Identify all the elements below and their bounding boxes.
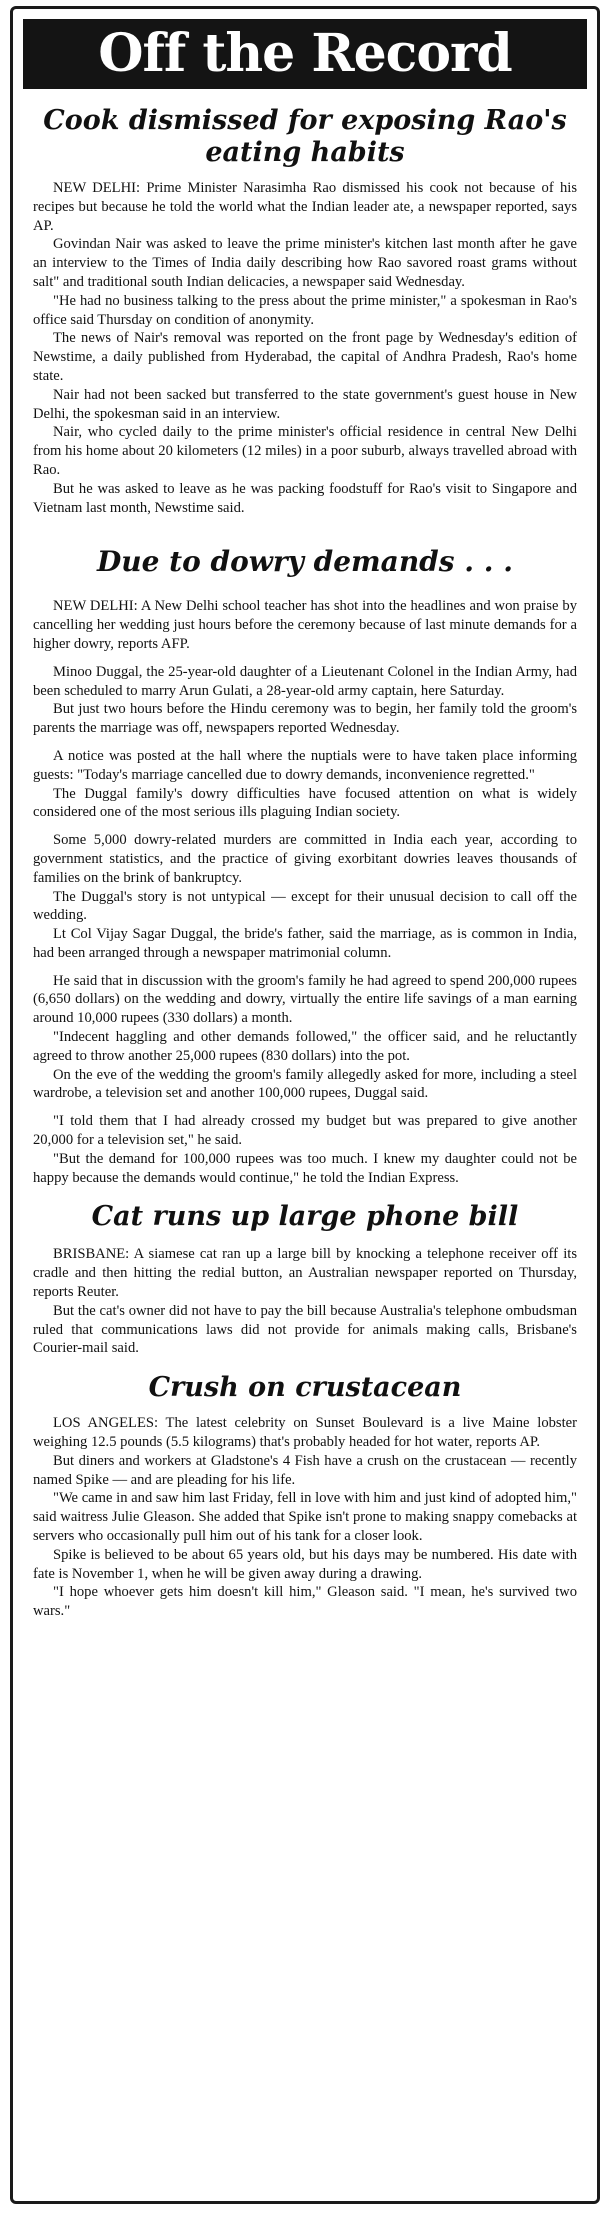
story-paragraph: But just two hours before the Hindu ceremony was to begin, her family told the groom's parents the marriage was off, newspapers reported Wednesday. [33, 701, 577, 737]
story-paragraph: A notice was posted at the hall where the nuptials were to have taken place informing guests: "Today's marriage cancelled due to dowry demands, inconvenience regretted." [33, 747, 577, 783]
story-paragraph: Govindan Nair was asked to leave the prime minister's kitchen last month after he gave an interview to the Times of India daily describing how Rao savored roast grams without salt" and traditional south Indian delicacies, a newspaper said Wednesday. [33, 236, 577, 290]
story-headline: Crush on crustacean [148, 1372, 462, 1404]
story-paragraph: "Indecent haggling and other demands followed," the officer said, and he reluctantly agreed to throw another 25,000 rupees (830 dollars) into the pot. [33, 1029, 577, 1064]
story-paragraph: The news of Nair's removal was reported on the front page by Wednesday's edition of Newstime, a daily published from Hyderabad, the capital of Andhra Pradesh, Rao's home state. [33, 330, 577, 384]
story-paragraph: Minoo Duggal, the 25-year-old daughter of a Lieutenant Colonel in the Indian Army, had been scheduled to marry Arun Gulati, a 28-year-old army captain, here Saturday. [33, 663, 577, 699]
story-paragraph: "I told them that I had already crossed my budget but was prepared to give another 20,000 for a television set," he said. [33, 1113, 577, 1149]
story-paragraph: The Duggal family's dowry difficulties have focused attention on what is widely considered one of the most serious ills plaguing Indian society. [33, 785, 577, 821]
story-paragraph: The Duggal's story is not untypical — except for their unusual decision to call off the wedding. [33, 888, 577, 924]
story-paragraph: BRISBANE: A siamese cat ran up a large bill by knocking a telephone receiver off its cradle and then hitting the redial button, an Australian newspaper reported on Thursday, reports Reuter. [33, 1246, 577, 1301]
story-paragraph: Nair, who cycled daily to the prime minister's official residence in central New Delhi from his home about 20 kilometers (12 miles) in a poor suburb, always travelled abroad with Rao. [33, 424, 577, 478]
story-cook-dismissed [33, 105, 577, 517]
story-paragraph: "He had no business talking to the press about the prime minister," a spokesman in Rao's office said Thursday on condition of anonymity. [33, 292, 577, 328]
story-paragraph: Lt Col Vijay Sagar Duggal, the bride's father, said the marriage, as is common in India, had been arranged through a newspaper matrimonial column. [33, 926, 577, 961]
story-headline: Cook dismissed for exposing Rao's eating habits [43, 105, 567, 168]
story-paragraph: On the eve of the wedding the groom's family allegedly asked for more, including a steel wardrobe, a television set and another 100,000 rupees, Duggal said. [33, 1066, 577, 1102]
story-paragraph: NEW DELHI: Prime Minister Narasimha Rao dismissed his cook not because of his recipes but because he told the world what the Indian leader ate, a newspaper reported, says AP. [33, 180, 577, 234]
story-paragraph: Spike is believed to be about 65 years old, but his days may be numbered. His date with fate is November 1, when he will be given away during a drawing. [33, 1546, 577, 1582]
story-cat-phone-bill [33, 1201, 577, 1358]
story-paragraph: NEW DELHI: A New Delhi school teacher has shot into the headlines and won praise by cancelling her wedding just hours before the ceremony because of last minute demands for a higher dowry, reports AFP. [33, 598, 577, 652]
story-paragraph: But he was asked to leave as he was packing foodstuff for Rao's visit to Singapore and Vietnam last month, Newstime said. [33, 480, 577, 516]
story-dowry-demands [33, 545, 577, 1187]
story-headline: Cat runs up large phone bill [91, 1201, 519, 1233]
story-paragraph: Some 5,000 dowry-related murders are committed in India each year, according to government statistics, and the practice of giving exorbitant dowries leaves thousands of families on the brink of bankruptcy. [33, 832, 577, 886]
story-paragraph: But diners and workers at Gladstone's 4 Fish have a crush on the crustacean — recently named Spike — and are pleading for his life. [33, 1452, 577, 1488]
story-crush-crustacean [33, 1372, 577, 1621]
story-paragraph: Nair had not been sacked but transferred to the state government's guest house in New Delhi, the spokesman said in an interview. [33, 386, 577, 422]
story-paragraph: "I hope whoever gets him doesn't kill him," Gleason said. "I mean, he's survived two wars." [33, 1584, 577, 1620]
story-headline: Due to dowry demands . . . [96, 545, 514, 579]
story-paragraph: "But the demand for 100,000 rupees was too much. I knew my daughter could not be happy because the demands would continue," he told the Indian Express. [33, 1150, 577, 1186]
article-column [13, 89, 597, 1621]
story-paragraph: LOS ANGELES: The latest celebrity on Sunset Boulevard is a live Maine lobster weighing 12.5 pounds (5.5 kilograms) that's probably headed for hot water, reports AP. [33, 1415, 577, 1451]
story-paragraph: He said that in discussion with the groom's family he had agreed to spend 200,000 rupees (6,650 dollars) on the wedding and dowry, virtually the entire life savings of a man earning around 10,000 rupees (330 dollars) a month. [33, 972, 577, 1027]
story-paragraph: "We came in and saw him last Friday, fell in love with him and just kind of adopted him," said waitress Julie Gleason. She added that Spike isn't prone to making snappy comebacks at servers who occasionally pull him out of his tank for a closer look. [33, 1490, 577, 1545]
masthead: Off the Record [23, 19, 587, 89]
clipping-frame [10, 6, 600, 2204]
story-paragraph: But the cat's owner did not have to pay the bill because Australia's telephone ombudsman ruled that communications laws did not provide for animals making calls, Brisbane's Courier-mail said. [33, 1302, 577, 1357]
